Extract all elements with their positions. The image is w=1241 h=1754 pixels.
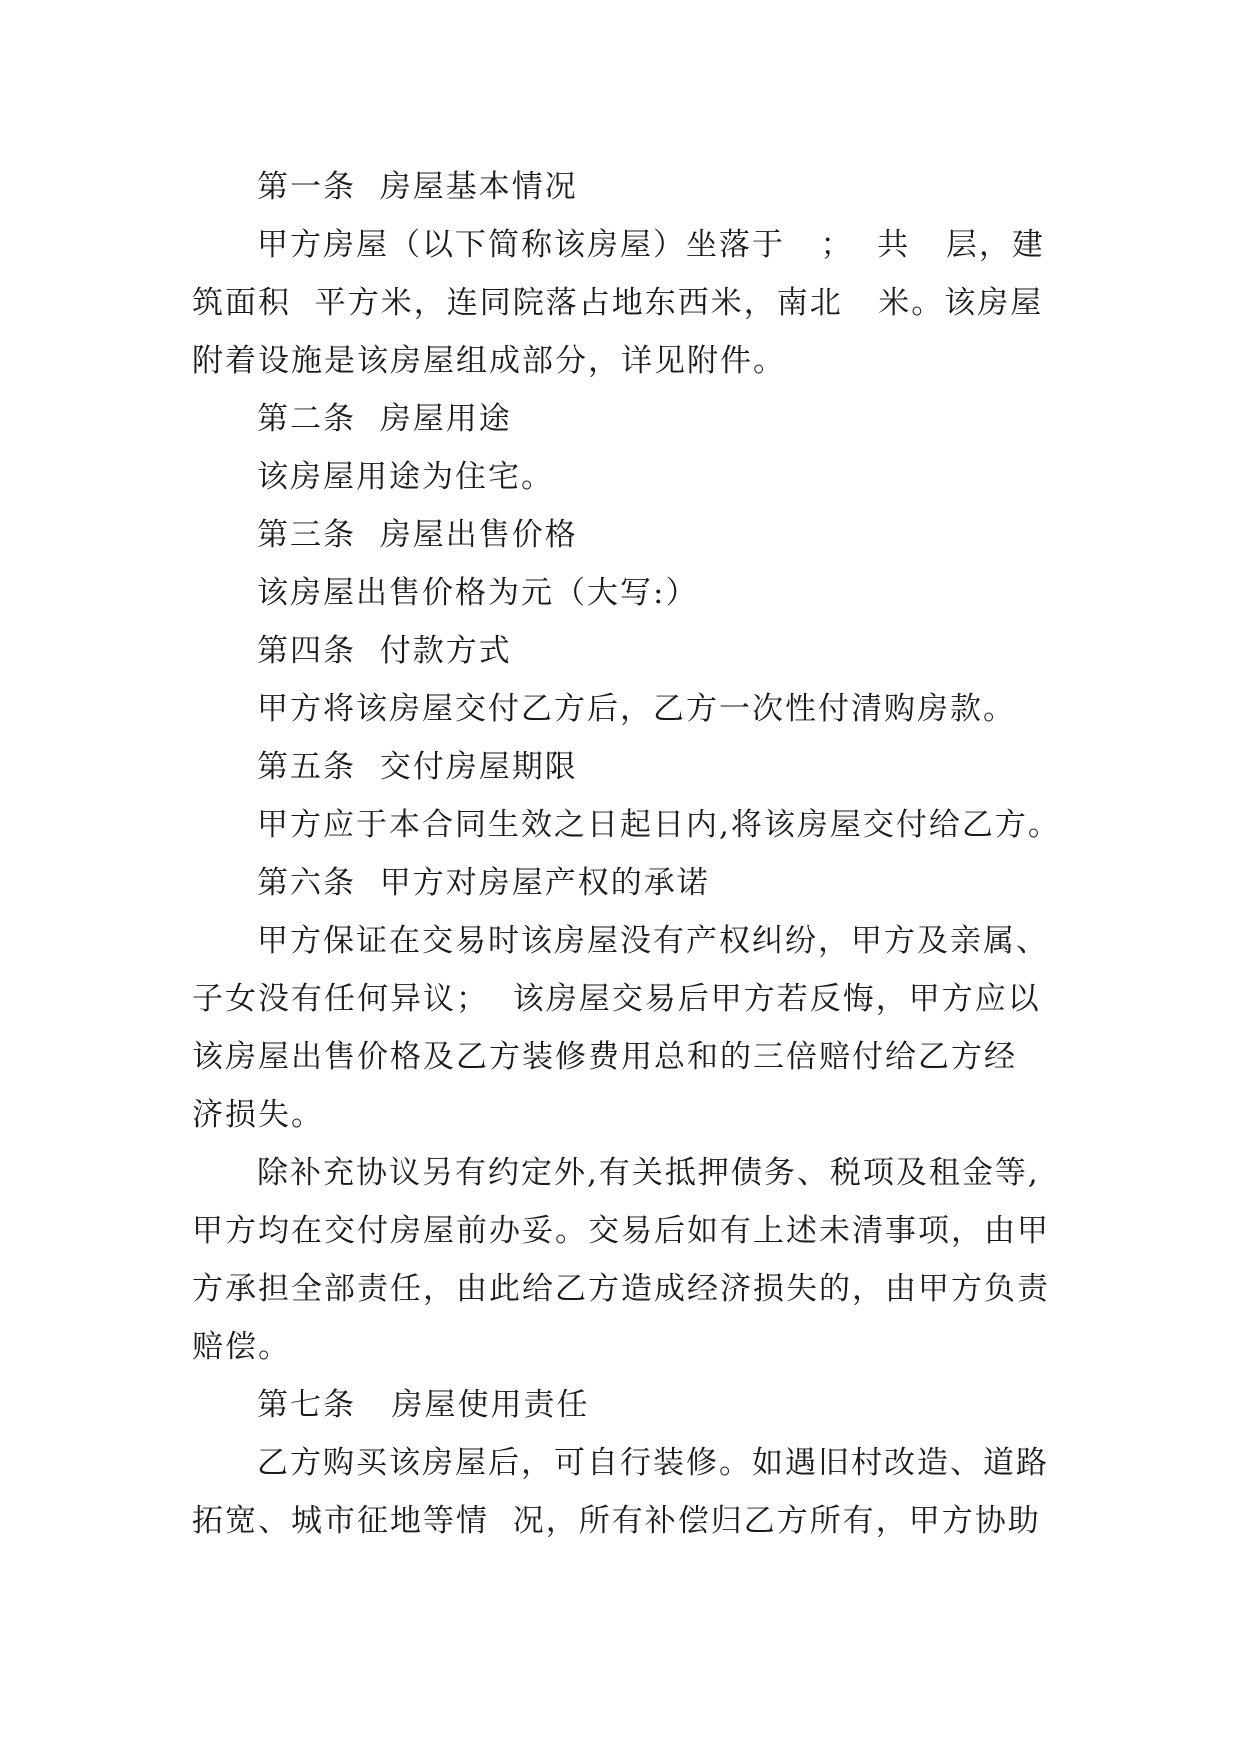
paragraph-line: 该房屋用途为住宅。 <box>257 459 554 495</box>
paragraph-line: 子女没有任何异议； 该房屋交易后甲方若反悔，甲方应以 <box>192 981 1041 1017</box>
paragraph-line: 甲方房屋（以下简称该房屋）坐落于 ； 共 层，建 <box>257 227 1045 263</box>
paragraph-line: 甲方将该房屋交付乙方后，乙方一次性付清购房款。 <box>257 691 1016 727</box>
paragraph-line: 甲方均在交付房屋前办妥。交易后如有上述未清事项，由甲 <box>192 1213 1050 1249</box>
paragraph-line: 甲方保证在交易时该房屋没有产权纠纷，甲方及亲属、 <box>257 923 1049 959</box>
paragraph-line: 赔偿。 <box>192 1329 291 1365</box>
article-5-heading: 第五条 交付房屋期限 <box>257 749 578 785</box>
paragraph-line: 筑面积 平方米，连同院落占地东西米，南北 米。该房屋 <box>192 285 1044 321</box>
paragraph-line: 拓宽、城市征地等情 况，所有补偿归乙方所有，甲方协助 <box>192 1503 1041 1539</box>
article-4-heading: 第四条 付款方式 <box>257 633 512 669</box>
paragraph-line: 乙方购买该房屋后，可自行装修。如遇旧村改造、道路 <box>257 1445 1049 1481</box>
article-3-heading: 第三条 房屋出售价格 <box>257 517 578 553</box>
article-7-heading: 第七条 房屋使用责任 <box>257 1387 590 1423</box>
paragraph-line: 方承担全部责任，由此给乙方造成经济损失的，由甲方负责 <box>192 1271 1050 1307</box>
article-2-heading: 第二条 房屋用途 <box>257 401 512 437</box>
paragraph-line: 该房屋出售价格为元（大写:） <box>257 575 699 611</box>
paragraph-line: 除补充协议另有约定外,有关抵押债务、税项及租金等, <box>257 1155 1040 1191</box>
document-body <box>192 158 1061 1550</box>
paragraph-line: 该房屋出售价格及乙方装修费用总和的三倍赔付给乙方经 <box>192 1039 1017 1075</box>
article-1-heading: 第一条 房屋基本情况 <box>257 169 578 205</box>
paragraph-line: 济损失。 <box>192 1097 324 1133</box>
paragraph-line: 甲方应于本合同生效之日起日内,将该房屋交付给乙方。 <box>257 807 1061 843</box>
paragraph-line: 附着设施是该房屋组成部分，详见附件。 <box>192 343 786 379</box>
article-6-heading: 第六条 甲方对房屋产权的承诺 <box>257 865 710 901</box>
